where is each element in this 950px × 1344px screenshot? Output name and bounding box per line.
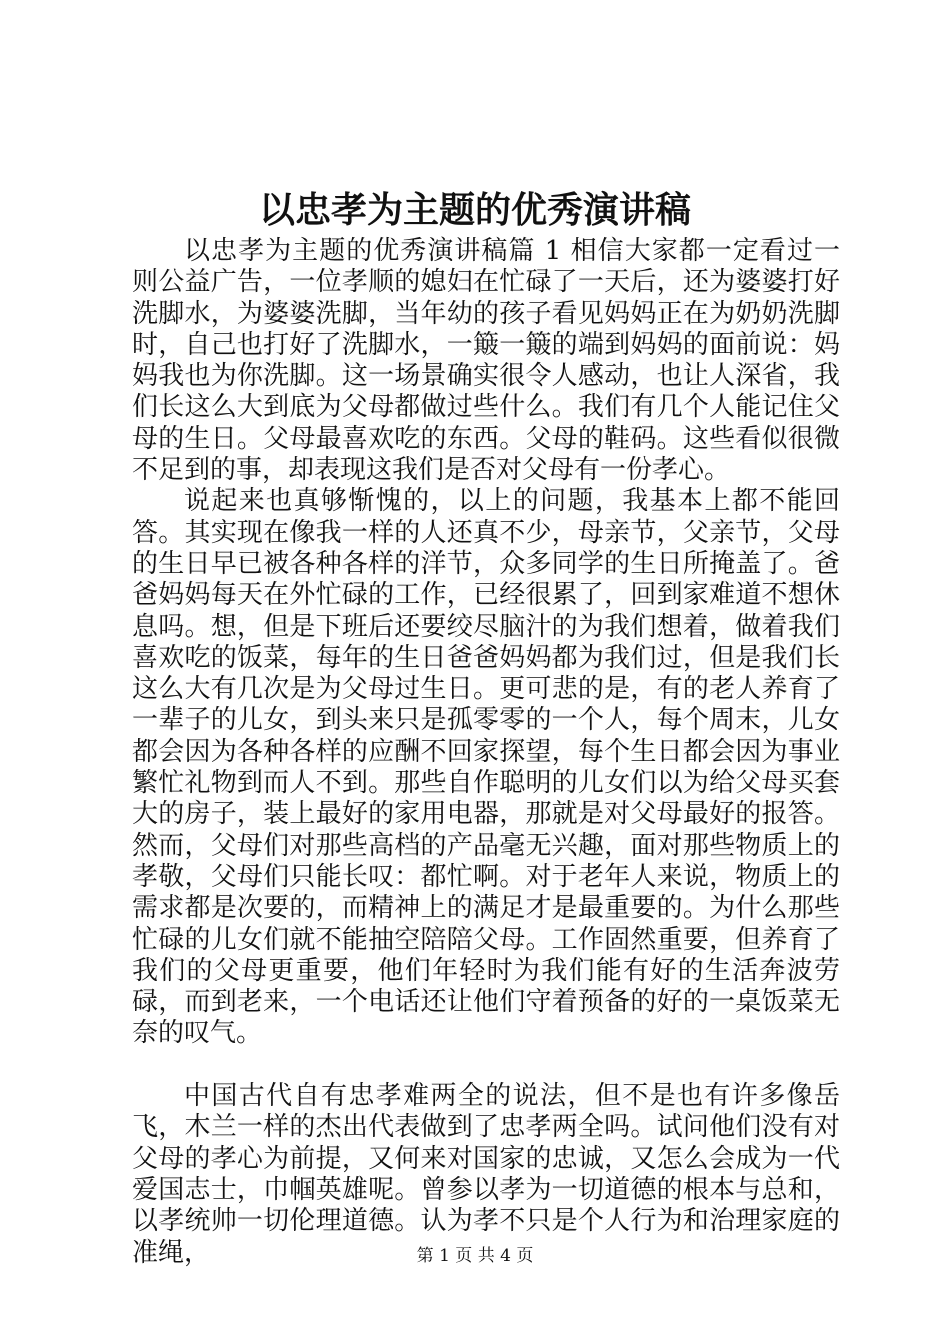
paragraph-2: 说起来也真够惭愧的，以上的问题，我基本上都不能回答。其实现在像我一样的人还真不少，母亲节，父亲节，父母的生日早已被各种各样的洋节，众多同学的生日所掩盖了。爸爸妈妈每天在外忙碌的工作，已经很累了，回到家难道不想休息吗。想，但是下班后还要绞尽脑汁的为我们想着，做着我们喜欢吃的饭菜，每年的生日爸爸妈妈都为我们过，但是我们长这么大有几次是为父母过生日。更可悲的是，有的老人养育了一辈子的儿女，到头来只是孤零零的一个人，每个周末，儿女都会因为各种各样的应酬不回家探望，每个生日都会因为事业繁忙礼物到而人不到。那些自作聪明的儿女们以为给父母买套大的房子，装上最好的家用电器，那就是对父母最好的报答。然而，父母们对那些高档的产品毫无兴趣，面对那些物质上的孝敬，父母们只能长叹：都忙啊。对于老年人来说，物质上的需求都是次要的，而精神上的满足才是最重要的。为什么那些忙碌的儿女们就不能抽空陪陪父母。工作固然重要，但养育了我们的父母更重要，他们年轻时为我们能有好的生活奔波劳碌，而到老来，一个电话还让他们守着预备的好的一桌饭菜无奈的叹气。: [132, 486, 840, 1049]
document-title: 以忠孝为主题的优秀演讲稿: [258, 189, 691, 231]
document-body: [132, 236, 840, 1269]
paragraph-3: 中国古代自有忠孝难两全的说法，但不是也有许多像岳飞，木兰一样的杰出代表做到了忠孝两全吗。试问他们没有对父母的孝心为前提，又何来对国家的忠诚，又怎么会成为一代爱国志士，巾帼英雄呢。曾参以孝为一切道德的根本与总和，以孝统帅一切伦理道德。认为孝不只是个人行为和治理家庭的准绳，: [132, 1081, 840, 1268]
paragraph-gap: [132, 1050, 840, 1081]
page-footer: 第 1 页 共 4 页: [416, 1246, 534, 1266]
paragraph-1: 以忠孝为主题的优秀演讲稿篇 1 相信大家都一定看过一则公益广告，一位孝顺的媳妇在忙碌了一天后，还为婆婆打好洗脚水，为婆婆洗脚，当年幼的孩子看见妈妈正在为奶奶洗脚时，自己也打好了洗脚水，一簸一簸的端到妈妈的面前说：妈妈我也为你洗脚。这一场景确实很令人感动，也让人深省，我们长这么大到底为父母都做过些什么。我们有几个人能记住父母的生日。父母最喜欢吃的东西。父母的鞋码。这些看似很微不足到的事，却表现这我们是否对父母有一份孝心。: [132, 236, 840, 486]
